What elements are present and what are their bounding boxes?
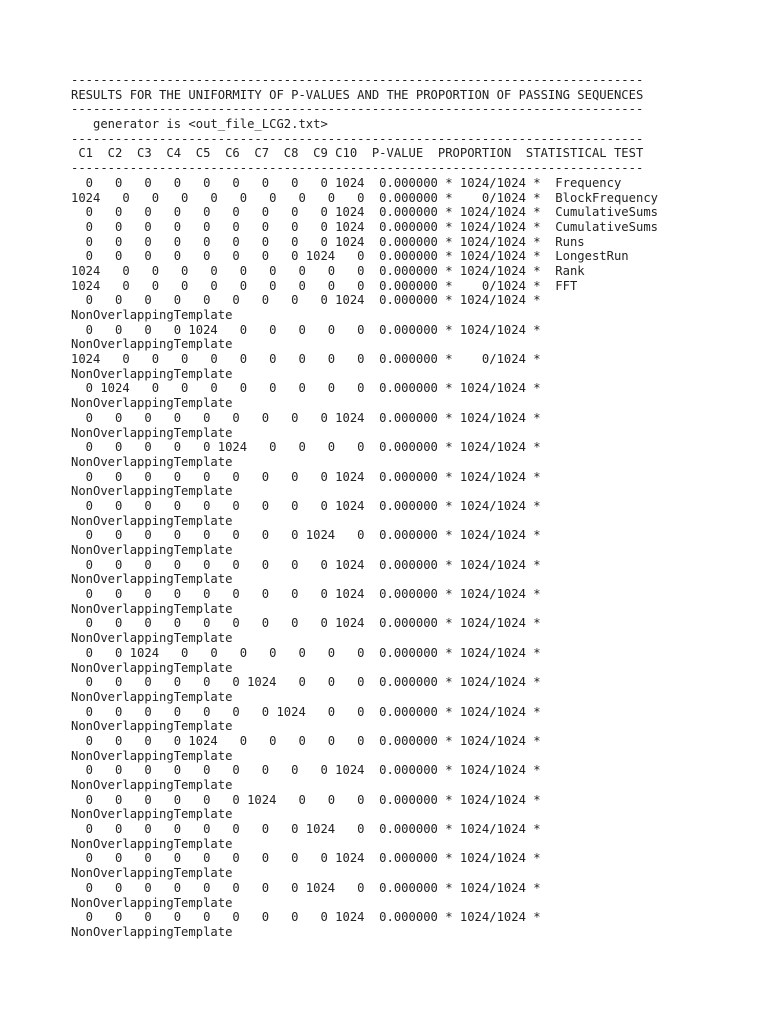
result-row: 0 0 0 0 0 0 0 0 0 1024 0.000000 * 1024/1024 * CumulativeSums [71,219,658,234]
test-name-wrapped: NonOverlappingTemplate [71,543,233,557]
test-name-wrapped: NonOverlappingTemplate [71,660,233,675]
test-name-wrapped: NonOverlappingTemplate [71,572,233,587]
result-row: 0 1024 0 0 0 0 0 0 0 0 0.000000 * 1024/1024 * [71,381,541,396]
result-row: 0 0 0 0 0 0 0 0 0 1024 0.000000 * 1024/1024 * Runs [71,234,585,249]
test-name-wrapped: NonOverlappingTemplate [71,366,233,381]
result-row: 0 0 0 0 0 0 0 0 0 1024 0.000000 * 1024/1024 * [71,469,541,484]
test-name-wrapped: NonOverlappingTemplate [71,454,233,469]
test-name-wrapped: NonOverlappingTemplate [71,631,233,646]
result-row: 0 0 0 0 0 0 0 0 1024 0 0.000000 * 1024/1024 * [71,880,541,895]
test-name-wrapped: NonOverlappingTemplate [71,689,233,704]
column-header: C1 C2 C3 C4 C5 C6 C7 C8 C9 C10 P-VALUE PROPORTION STATISTICAL TEST [71,146,644,161]
test-name-wrapped: NonOverlappingTemplate [71,895,233,910]
result-row: 0 0 0 0 0 0 0 0 0 1024 0.000000 * 1024/1024 * [71,410,541,425]
result-row: 1024 0 0 0 0 0 0 0 0 0 0.000000 * 0/1024 * [71,352,541,367]
result-row: 0 0 0 0 0 0 0 0 1024 0 0.000000 * 1024/1024 * [71,822,541,837]
result-row: 1024 0 0 0 0 0 0 0 0 0 0.000000 * 0/1024 * FFT [71,278,578,293]
result-row: 0 0 0 0 0 0 0 0 1024 0 0.000000 * 1024/1024 * LongestRun [71,249,629,264]
test-name-wrapped: NonOverlappingTemplate [71,748,233,763]
result-row: 0 0 0 0 0 0 1024 0 0 0 0.000000 * 1024/1024 * [71,675,541,690]
test-name-wrapped: NonOverlappingTemplate [71,807,233,822]
result-row: 0 0 0 0 1024 0 0 0 0 0 0.000000 * 1024/1024 * [71,733,541,748]
result-row: 0 0 0 0 0 0 0 1024 0 0 0.000000 * 1024/1024 * [71,704,541,719]
result-row: 0 0 0 0 0 0 0 0 0 1024 0.000000 * 1024/1024 * CumulativeSums [71,205,658,220]
result-row: 0 0 0 0 0 0 0 0 0 1024 0.000000 * 1024/1024 * [71,587,541,602]
separator-line: ------------------------------------------------------------------------------ [71,131,644,146]
test-name-wrapped: NonOverlappingTemplate [71,601,233,616]
generator-line: generator is <out_file_LCG2.txt> [71,117,328,132]
result-row: 0 0 0 0 0 0 0 0 0 1024 0.000000 * 1024/1024 * [71,910,541,925]
test-name-wrapped: NonOverlappingTemplate [71,425,233,440]
test-name-wrapped: NonOverlappingTemplate [71,836,233,851]
report-title: RESULTS FOR THE UNIFORMITY OF P-VALUES AND THE PROPORTION OF PASSING SEQUENCES [71,87,644,102]
nist-test-report [71,73,658,940]
test-name-wrapped: NonOverlappingTemplate [71,924,233,939]
test-name-wrapped: NonOverlappingTemplate [71,513,233,528]
result-row: 0 0 0 0 0 0 0 0 1024 0 0.000000 * 1024/1024 * [71,528,541,543]
result-row: 0 0 0 0 0 0 0 0 0 1024 0.000000 * 1024/1024 * [71,763,541,778]
result-row: 1024 0 0 0 0 0 0 0 0 0 0.000000 * 0/1024 * BlockFrequency [71,190,658,205]
test-name-wrapped: NonOverlappingTemplate [71,308,233,322]
test-name-wrapped: NonOverlappingTemplate [71,337,233,352]
result-row: 1024 0 0 0 0 0 0 0 0 0 0.000000 * 1024/1024 * Rank [71,263,585,278]
result-row: 0 0 0 0 0 0 1024 0 0 0 0.000000 * 1024/1024 * [71,792,541,807]
test-name-wrapped: NonOverlappingTemplate [71,866,233,881]
result-row: 0 0 1024 0 0 0 0 0 0 0 0.000000 * 1024/1024 * [71,645,541,660]
result-row: 0 0 0 0 1024 0 0 0 0 0 0.000000 * 1024/1024 * [71,322,541,337]
separator-line: ------------------------------------------------------------------------------ [71,102,644,117]
result-row: 0 0 0 0 0 0 0 0 0 1024 0.000000 * 1024/1024 * [71,293,541,308]
result-row: 0 0 0 0 0 0 0 0 0 1024 0.000000 * 1024/1024 * Frequency [71,175,622,190]
result-row: 0 0 0 0 0 1024 0 0 0 0 0.000000 * 1024/1024 * [71,440,541,455]
test-name-wrapped: NonOverlappingTemplate [71,719,233,734]
result-row: 0 0 0 0 0 0 0 0 0 1024 0.000000 * 1024/1024 * [71,498,541,513]
result-row: 0 0 0 0 0 0 0 0 0 1024 0.000000 * 1024/1024 * [71,557,541,572]
test-name-wrapped: NonOverlappingTemplate [71,396,233,411]
separator-line: ------------------------------------------------------------------------------ [71,161,644,176]
result-row: 0 0 0 0 0 0 0 0 0 1024 0.000000 * 1024/1024 * [71,851,541,866]
result-row: 0 0 0 0 0 0 0 0 0 1024 0.000000 * 1024/1024 * [71,616,541,631]
separator-line: ------------------------------------------------------------------------------ [71,73,644,87]
test-name-wrapped: NonOverlappingTemplate [71,484,233,499]
test-name-wrapped: NonOverlappingTemplate [71,778,233,792]
